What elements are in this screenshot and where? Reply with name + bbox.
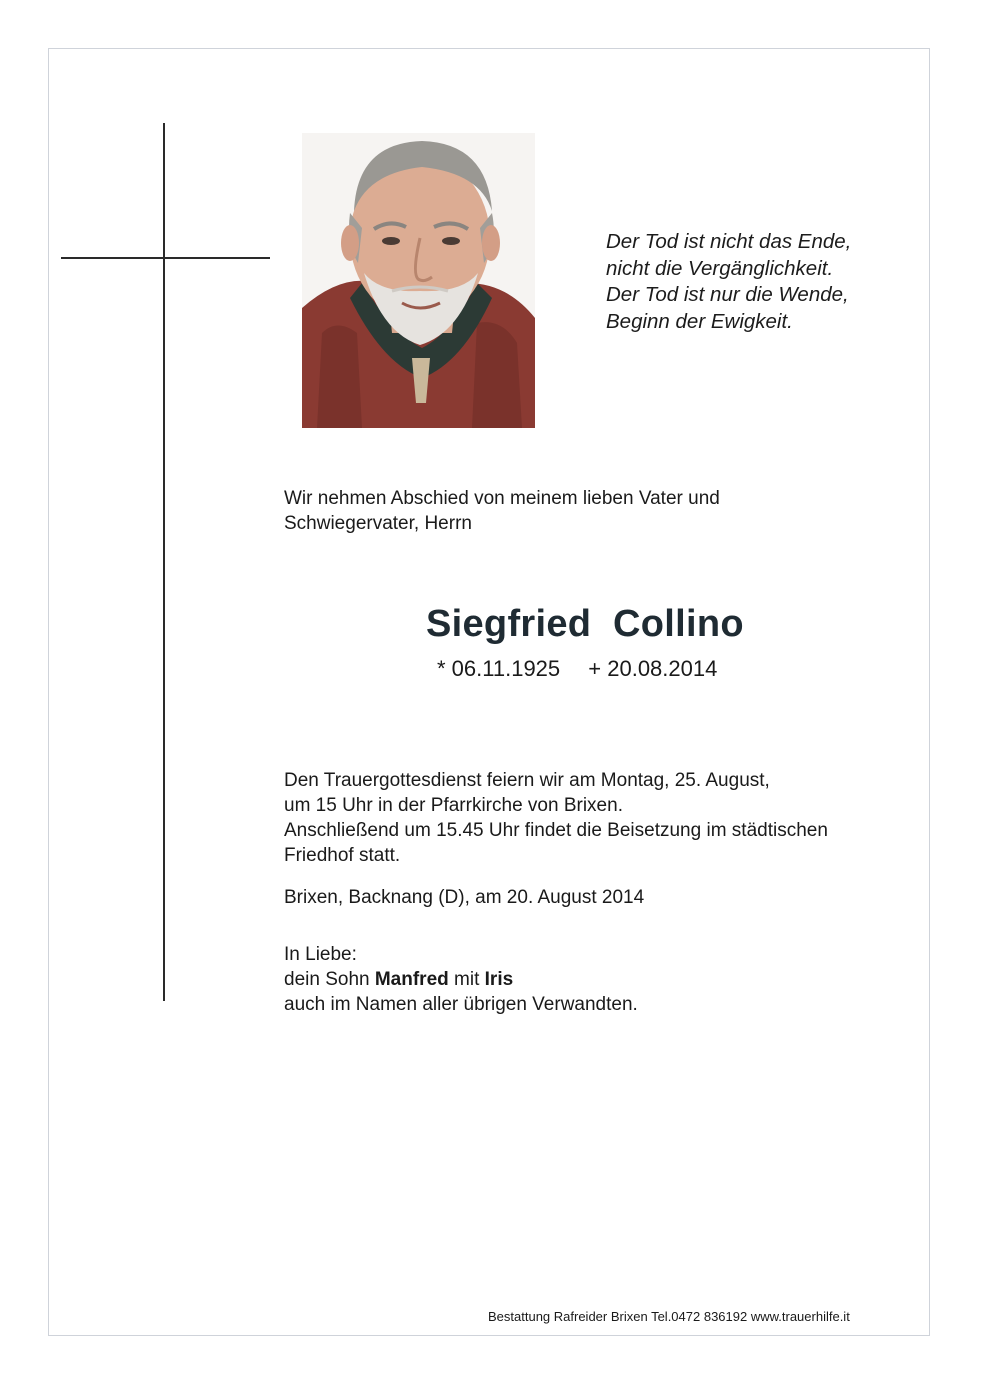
partner-name: Iris [484, 969, 514, 990]
cross-horizontal-beam [61, 257, 270, 259]
signature-relatives-line: auch im Namen aller übrigen Verwandten. [284, 994, 638, 1015]
cross-vertical-beam [163, 123, 165, 1001]
service-line: Den Trauergottesdienst feiern wir am Montag, 25. August, [284, 770, 770, 791]
son-name: Manfred [374, 969, 449, 990]
place-and-date: Brixen, Backnang (D), am 20. August 2014 [284, 887, 645, 908]
signature-greeting: In Liebe: [284, 944, 357, 965]
funeral-service-details [284, 768, 828, 868]
life-dates [437, 656, 717, 682]
signature-mid: mit [448, 969, 485, 990]
birth-date: * 06.11.1925 [437, 656, 561, 681]
deceased-name: Siegfried Collino [426, 603, 744, 645]
poem-line: Der Tod ist nur die Wende, [606, 283, 849, 306]
poem-line: nicht die Vergänglichkeit. [606, 256, 834, 280]
intro-line: Wir nehmen Abschied von meinem lieben Vater und [284, 488, 720, 509]
service-line: Anschließend um 15.45 Uhr findet die Beisetzung im städtischen [284, 820, 828, 841]
service-line: Friedhof statt. [284, 845, 401, 866]
mourners-signature [284, 942, 638, 1017]
intro-line: Schwiegervater, Herrn [284, 513, 472, 534]
farewell-intro [284, 486, 720, 536]
poem-line: Der Tod ist nicht das Ende, [606, 230, 852, 253]
signature-prefix: dein Sohn [284, 969, 375, 990]
poem [606, 229, 851, 335]
funeral-home-footer: Bestattung Rafreider Brixen Tel.0472 836192 www.trauerhilfe.it [488, 1309, 850, 1324]
portrait-photo [302, 133, 535, 428]
signature-family-line [284, 967, 638, 992]
death-date: + 20.08.2014 [588, 656, 718, 681]
service-line: um 15 Uhr in der Pfarrkirche von Brixen. [284, 795, 623, 816]
poem-line: Beginn der Ewigkeit. [606, 309, 793, 333]
